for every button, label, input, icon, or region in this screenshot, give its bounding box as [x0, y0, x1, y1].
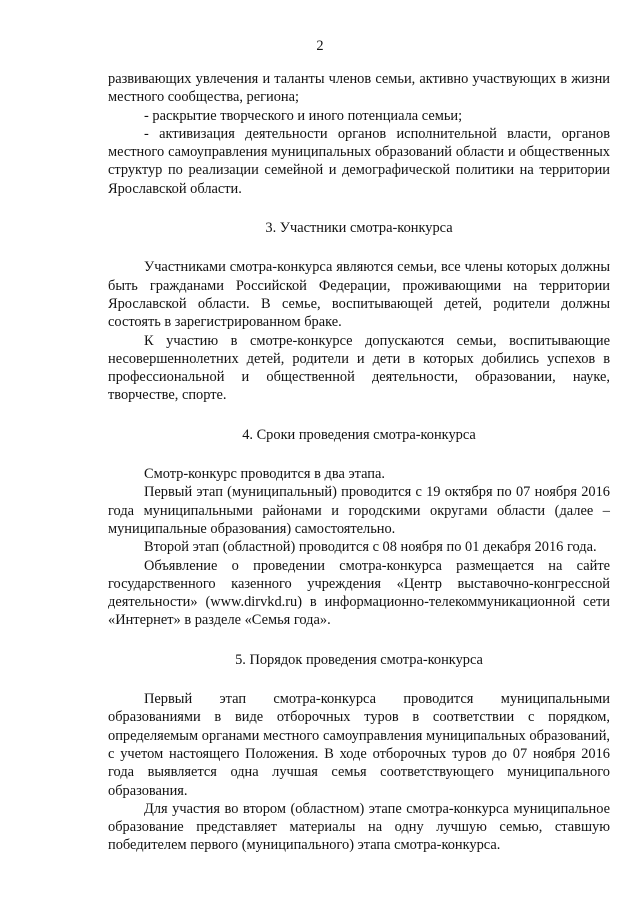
section-paragraph: Для участия во втором (областном) этапе смотра-конкурса муниципальное образование представляет материалы на одну лучшую семью, ставшую победителем первого (муниципального) этапа смотра-конкурса. — [108, 800, 610, 854]
page-content — [108, 70, 610, 855]
page-number: 2 — [316, 38, 324, 54]
section-paragraph: Первый этап смотра-конкурса проводится муниципальными образованиями в виде отборочных туров в соответствии с порядком, определяемым органами местного самоуправления муниципальных образований, с учетом настоящего Положения. В ходе отборочных туров до 07 ноября 2016 года выявляется одна лучшая семья соответствующего муниципального образования. — [108, 691, 610, 799]
section-heading-participants: 3. Участники смотра-конкурса — [265, 220, 453, 237]
section-paragraph: Первый этап (муниципальный) проводится с 19 октября по 07 ноября 2016 года муниципальными районами и городскими округами области (далее – муниципальные образования) самостоятельно. — [108, 484, 610, 537]
section-heading-dates: 4. Сроки проведения смотра-конкурса — [242, 426, 476, 443]
section-paragraph: Смотр-конкурс проводится в два этапа. — [144, 466, 385, 483]
section-paragraph: Участниками смотра-конкурса являются семьи, все члены которых должны быть гражданами Российской Федерации, проживающими на территории Ярославской области. В семье, воспитывающей детей, родители должны состоять в зарегистрированном браке. — [108, 259, 610, 331]
section-paragraph: Объявление о проведении смотра-конкурса размещается на сайте государственного казенного учреждения «Центр выставочно-конгрессной деятельности» (www.dirvkd.ru) в информационно-телекоммуникационной сети «Интернет» в разделе «Семья года». — [108, 557, 610, 629]
intro-paragraph: развивающих увлечения и таланты членов семьи, активно участвующих в жизни местного сообщества, региона; — [108, 71, 610, 106]
section-paragraph: Второй этап (областной) проводится с 08 ноября по 01 декабря 2016 года. — [144, 539, 597, 556]
section-paragraph: К участию в смотре-конкурсе допускаются семьи, воспитывающие несовершеннолетних детей, родители и дети в которых добились успехов в профессиональной и общественной деятельности, образовании, науке, творчестве, спорте. — [108, 332, 610, 404]
intro-list-item: - раскрытие творческого и иного потенциала семьи; — [144, 107, 463, 124]
section-heading-procedure: 5. Порядок проведения смотра-конкурса — [235, 651, 483, 668]
intro-list-item: - активизация деятельности органов исполнительной власти, органов местного самоуправления муниципальных образований области и общественных структур по реализации семейной и демографической политики на территории Ярославской области. — [108, 125, 610, 197]
